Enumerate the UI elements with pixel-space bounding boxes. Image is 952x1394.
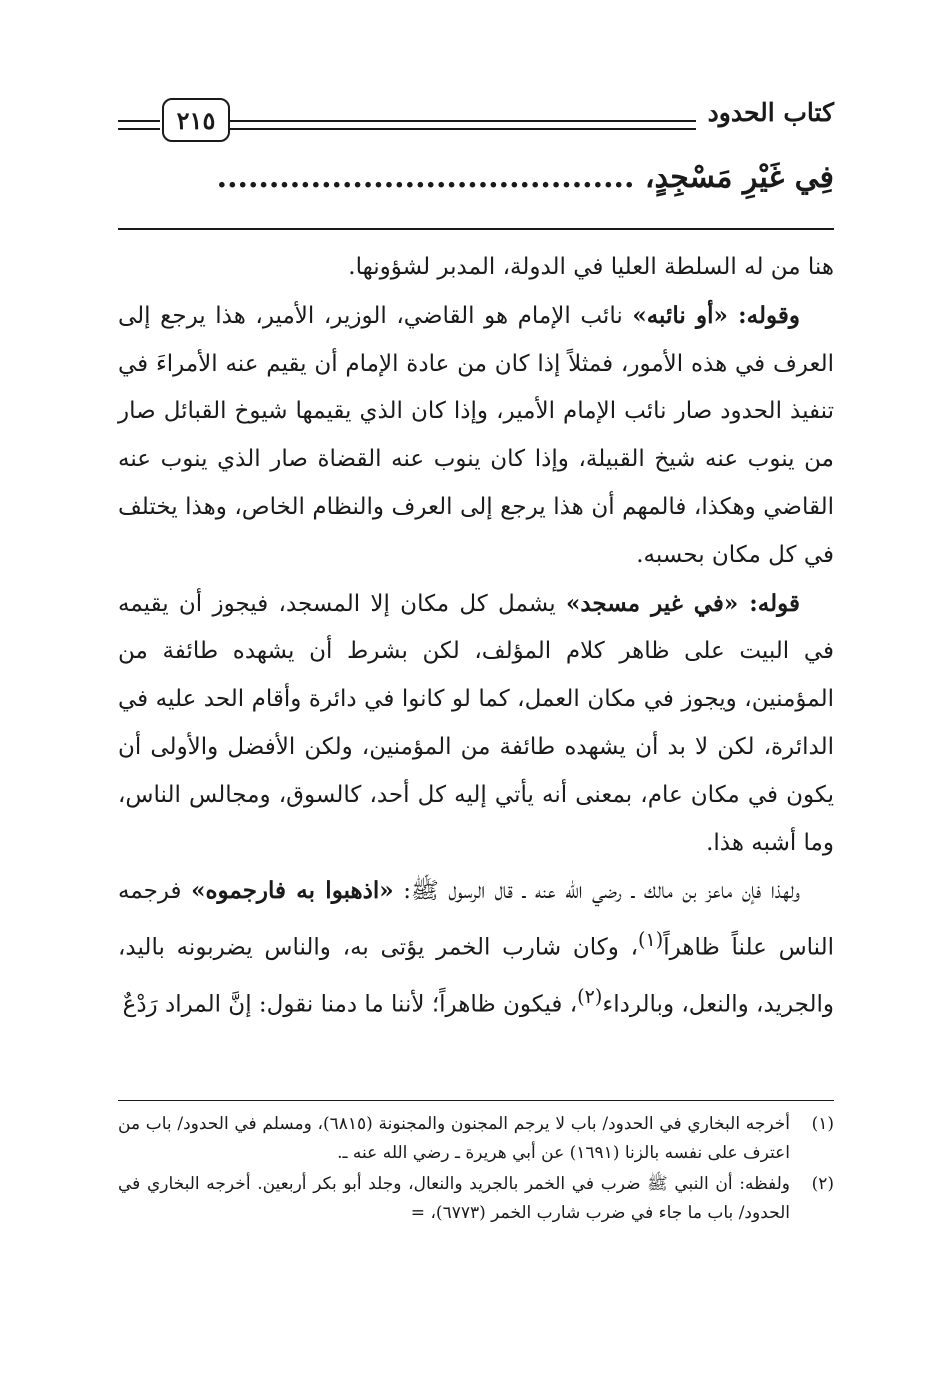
footnote-2	[118, 1170, 834, 1228]
matn-text: فِي غَيْرِ مَسْجِدٍ، ........................................	[216, 160, 834, 195]
commentary-body	[118, 244, 834, 1029]
page-number: ٢١٥	[162, 98, 230, 142]
header-rule-left-bottom	[118, 128, 160, 130]
paragraph-4-text-a: ولهذا فإن ماعز بن مالك ـ رضي الله عنه ـ قال الرسول ﷺ:	[393, 878, 801, 905]
footnote-1	[118, 1110, 834, 1168]
paragraph-4-keyword: «اذهبوا به فارجموه»	[191, 877, 394, 905]
paragraph-4-text-c: ، وكان شارب الخمر يؤتى به، والناس يضربونه باليد، والجريد، والنعل، وبالرداء	[118, 934, 834, 1018]
matn-divider	[118, 228, 834, 230]
header-rule-left-top	[118, 120, 160, 122]
paragraph-1: هنا من له السلطة العليا في الدولة، المدبر لشؤونها.	[348, 254, 834, 280]
paragraph-3-keyword: قوله: «في غير مسجد»	[565, 589, 800, 617]
header-rule-right-bottom	[230, 128, 696, 130]
paragraph-3	[118, 580, 834, 868]
paragraph-4-text-b: فرجمه الناس علناً ظاهراً	[118, 878, 834, 961]
page-header	[118, 92, 834, 148]
footnote-number: (١)	[811, 1114, 834, 1134]
footnote-text: ولفظه: أن النبي ﷺ ضرب في الخمر بالجريد والنعال، وجلد أبو بكر أربعين. أخرجه البخاري في الحدود/ باب ما جاء في ضرب شارب الخمر (٦٧٧٣)، =	[118, 1174, 790, 1223]
paragraph-2	[118, 292, 834, 580]
header-rule-right-top	[230, 120, 696, 122]
footnote-ref-1[interactable]: (١)	[638, 928, 664, 952]
book-title: كتاب الحدود	[707, 98, 834, 127]
footnote-ref-2[interactable]: (٢)	[577, 984, 603, 1008]
footnote-divider	[118, 1100, 834, 1101]
paragraph-2-text: نائب الإمام هو القاضي، الوزير، الأمير، هذا يرجع إلى العرف في هذه الأمور، فمثلاً إذا كان من عادة الإمام أن يقيم عنه الأمراءَ في تنفيذ الحدود صار نائب الإمام الأمير، وإذا كان الذي يقيمها شيوخ القبائل صار من ينوب عنه شيخ القبيلة، وإذا كان ينوب عنه القضاة صار الذي ينوب عنه القاضي وهكذا، فالمهم أن هذا يرجع إلى العرف والنظام الخاص، وهذا يختلف في كل مكان بحسبه.	[118, 302, 834, 568]
paragraph-4-text-d: ، فيكون ظاهراً؛ لأننا ما دمنا نقول: إنَّ المراد رَدْعٌ	[122, 991, 578, 1018]
paragraph-2-keyword: وقوله: «أو نائبه»	[632, 301, 800, 329]
footnotes	[118, 1110, 834, 1230]
paragraph-3-text: يشمل كل مكان إلا المسجد، فيجوز أن يقيمه في البيت على ظاهر كلام المؤلف، لكن بشرط أن يشهده طائفة من المؤمنين، ويجوز في مكان العمل، كما لو كانوا في دائرة وأقام الحد عليه في الدائرة، لكن لا بد أن يشهده طائفة من المؤمنين، ولكن الأفضل والأولى أن يكون في مكان عام، بمعنى أنه يأتي إليه كل أحد، كالسوق، ومجالس الناس، وما أشبه هذا.	[118, 590, 834, 856]
paragraph-4	[118, 867, 834, 1029]
footnote-text: أخرجه البخاري في الحدود/ باب لا يرجم المجنون والمجنونة (٦٨١٥)، ومسلم في الحدود/ باب من اعترف على نفسه بالزنا (١٦٩١) عن أبي هريرة ـ رضي الله عنه ـ.	[118, 1114, 790, 1163]
footnote-number: (٢)	[811, 1174, 834, 1194]
